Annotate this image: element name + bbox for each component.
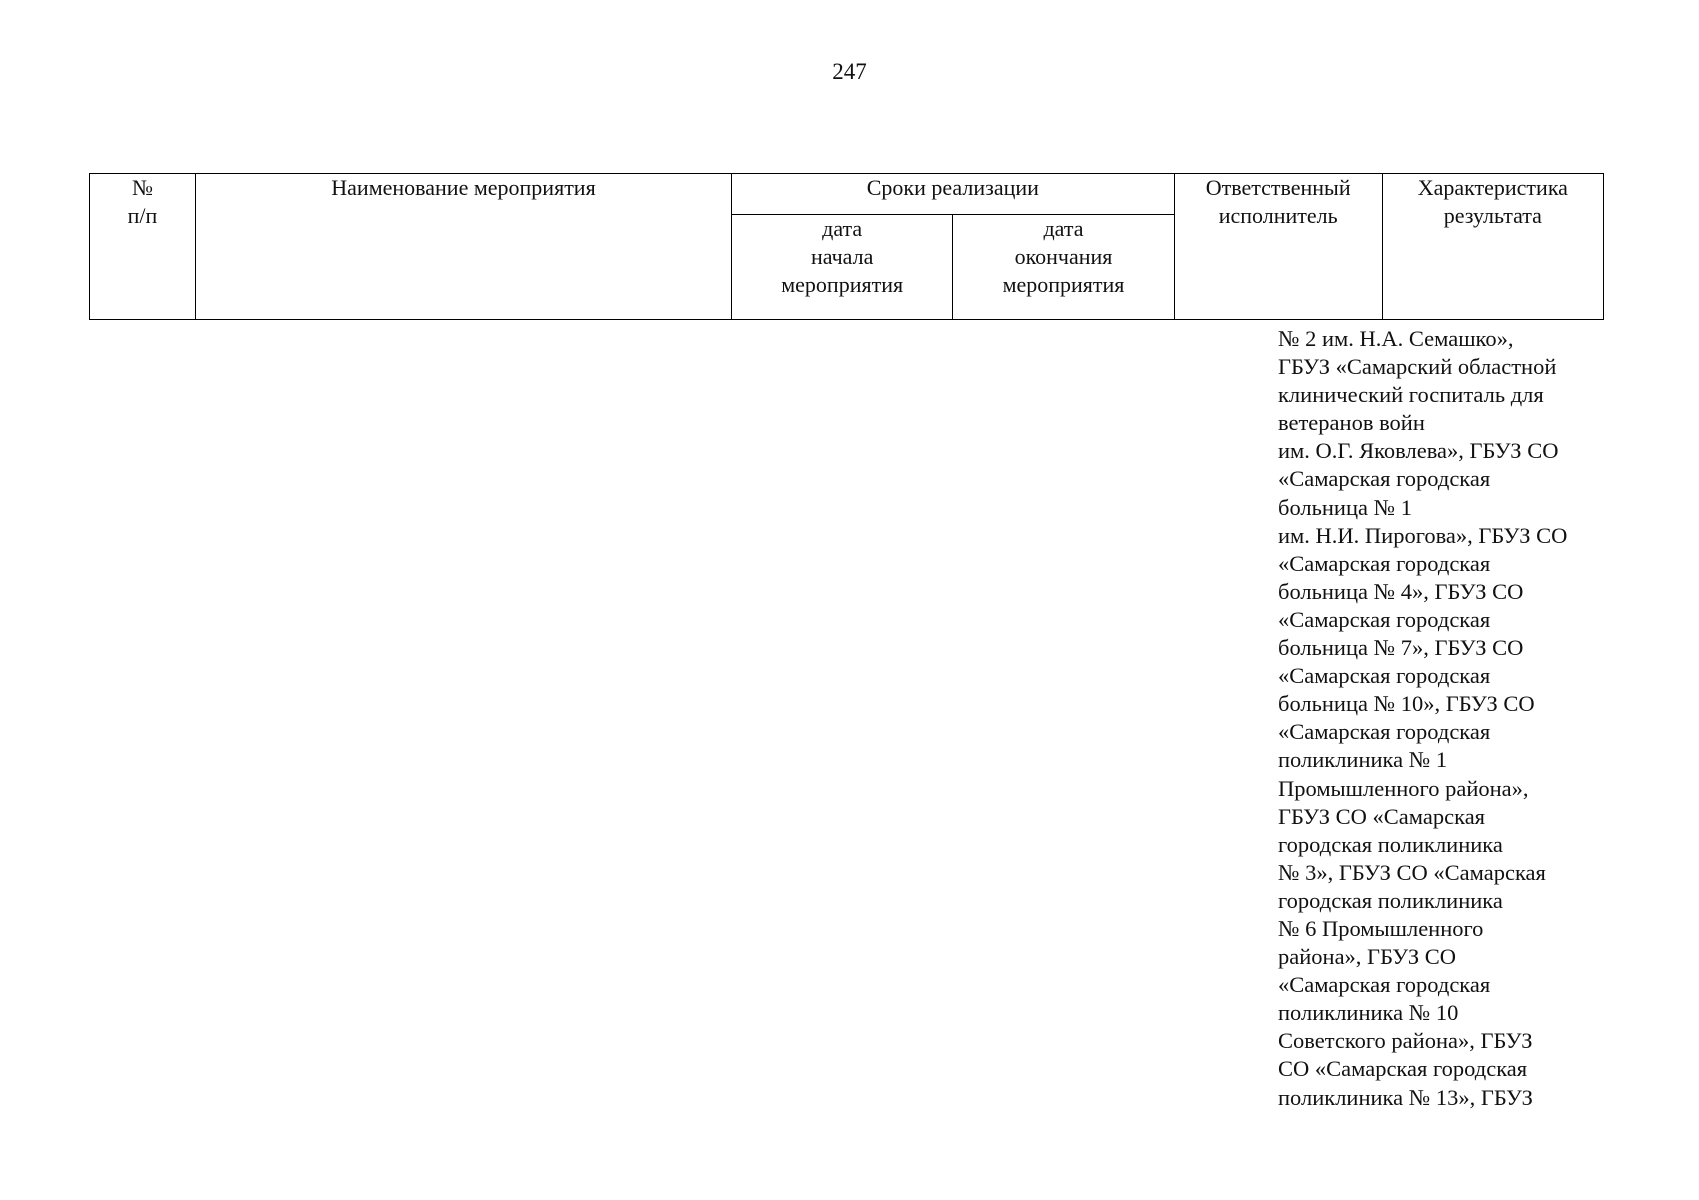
result-text-line: ГБУЗ «Самарский областной [1278, 354, 1557, 380]
result-text-line: больница № 7», ГБУЗ СО [1278, 635, 1524, 661]
result-text-line: СО «Самарская городская [1278, 1056, 1528, 1082]
result-text-line: «Самарская городская [1278, 606, 1491, 632]
result-text-line: городская поликлиника [1278, 831, 1503, 857]
result-text-line: «Самарская городская [1278, 719, 1491, 745]
result-text-line: больница № 10», ГБУЗ СО [1278, 691, 1535, 717]
result-text-line: больница № 4», ГБУЗ СО [1278, 578, 1524, 604]
result-text-line: поликлиника № 13», ГБУЗ [1278, 1084, 1533, 1110]
header-col-result: Характеристика результата [1382, 174, 1603, 320]
result-text-line: городская поликлиника [1278, 887, 1503, 913]
header-row-top [90, 174, 1604, 215]
result-text-line: поликлиника № 10 [1278, 1000, 1459, 1026]
header-col-end-date: дата окончания мероприятия [953, 215, 1174, 320]
result-text-line: «Самарская городская [1278, 972, 1491, 998]
result-text-line: клинический госпиталь для [1278, 382, 1544, 408]
result-text-line: Советского района», ГБУЗ [1278, 1028, 1533, 1054]
result-text-line: им. Н.И. Пирогова», ГБУЗ СО [1278, 522, 1568, 548]
result-characteristic-text [1278, 325, 1608, 1112]
result-text-line: ветеранов войн [1278, 410, 1425, 436]
header-col-period: Сроки реализации [732, 174, 1175, 215]
result-text-line: «Самарская городская [1278, 466, 1491, 492]
result-text-line: «Самарская городская [1278, 550, 1491, 576]
result-text-line: № 3», ГБУЗ СО «Самарская [1278, 859, 1546, 885]
header-col-responsible: Ответственный исполнитель [1174, 174, 1382, 320]
result-text-line: № 2 им. Н.А. Семашко», [1278, 326, 1514, 351]
header-col-name: Наименование мероприятия [196, 174, 732, 320]
result-text-line: больница № 1 [1278, 494, 1412, 520]
measures-table-header [89, 173, 1604, 320]
result-text-line: поликлиника № 1 [1278, 747, 1448, 773]
result-text-line: № 6 Промышленного [1278, 915, 1484, 941]
header-col-start-date: дата начала мероприятия [732, 215, 953, 320]
header-col-number: № п/п [90, 174, 196, 320]
page-number: 247 [832, 59, 867, 84]
result-text-line: «Самарская городская [1278, 663, 1491, 689]
result-text-line: Промышленного района», [1278, 775, 1529, 801]
result-text-line: района», ГБУЗ СО [1278, 944, 1456, 970]
result-text-line: ГБУЗ СО «Самарская [1278, 803, 1486, 829]
result-text-line: им. О.Г. Яковлева», ГБУЗ СО [1278, 438, 1559, 464]
